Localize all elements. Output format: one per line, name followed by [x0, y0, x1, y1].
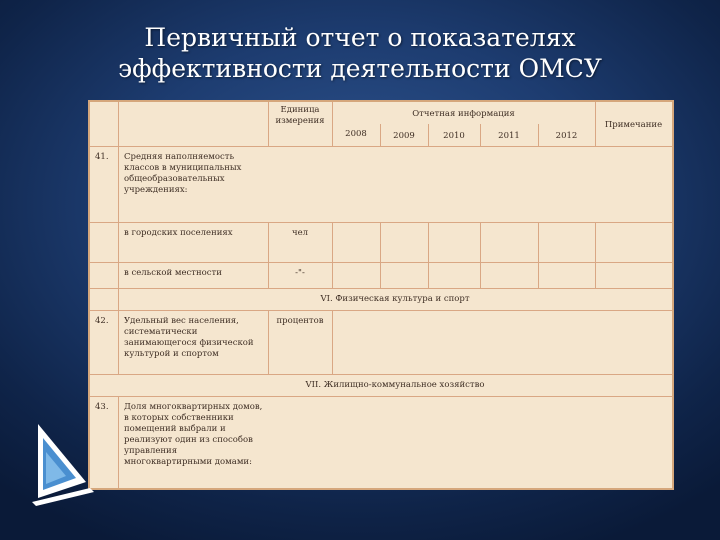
sail-logo-icon — [30, 420, 100, 510]
grid-line — [428, 222, 429, 288]
grid-line — [332, 222, 333, 288]
title-line-2: эффективности деятельности ОМСУ — [118, 54, 602, 83]
slide-title — [0, 22, 720, 84]
unit-header: Единица измерения — [275, 105, 325, 126]
sub-indicator-text: в сельской местности — [124, 268, 222, 278]
grid-line — [538, 222, 539, 288]
year-2012: 2012 — [555, 131, 578, 141]
sub-indicator-text: в городских поселениях — [124, 228, 233, 238]
grid-line — [90, 374, 672, 375]
unit-value: -"- — [295, 268, 305, 278]
grid-line — [90, 396, 672, 397]
indicator-text: Удельный вес населения, систематически занимающегося физической культурой и спортом — [124, 316, 254, 359]
note-header: Примечание — [604, 120, 663, 130]
row-number: 42. — [95, 316, 109, 326]
year-2010: 2010 — [443, 131, 465, 141]
grid-line — [595, 222, 596, 288]
unit-value: процентов — [276, 316, 324, 326]
row-number: 43. — [95, 402, 109, 412]
grid-line — [118, 146, 119, 310]
section-heading: VII. Жилищно-коммунальное хозяйство — [305, 380, 485, 390]
indicator-text: Средняя наполняемость классов в муниципальных общеобразовательных учреждениях: — [124, 152, 242, 195]
grid-line — [332, 310, 333, 374]
year-2008: 2008 — [345, 129, 367, 139]
title-line-1: Первичный отчет о показателях — [144, 23, 576, 52]
grid-line — [118, 102, 119, 146]
grid-line — [90, 222, 672, 223]
indicators-table — [88, 100, 674, 490]
year-2009: 2009 — [393, 131, 415, 141]
year-2011: 2011 — [498, 131, 520, 141]
section-heading: VI. Физическая культура и спорт — [320, 294, 470, 304]
grid-line — [90, 288, 672, 289]
grid-line — [90, 310, 672, 311]
unit-value: чел — [291, 228, 309, 238]
grid-line — [118, 310, 119, 374]
indicator-text: Доля многоквартирных домов, в которых собственники помещений выбрали и реализуют один из способов управления многоквартирными домами: — [124, 402, 263, 467]
report-header: Отчетная информация — [412, 109, 515, 119]
grid-line — [90, 146, 672, 147]
row-number: 41. — [95, 152, 109, 162]
grid-line — [90, 262, 672, 263]
grid-line — [480, 222, 481, 288]
grid-line — [118, 396, 119, 490]
grid-line — [380, 222, 381, 288]
